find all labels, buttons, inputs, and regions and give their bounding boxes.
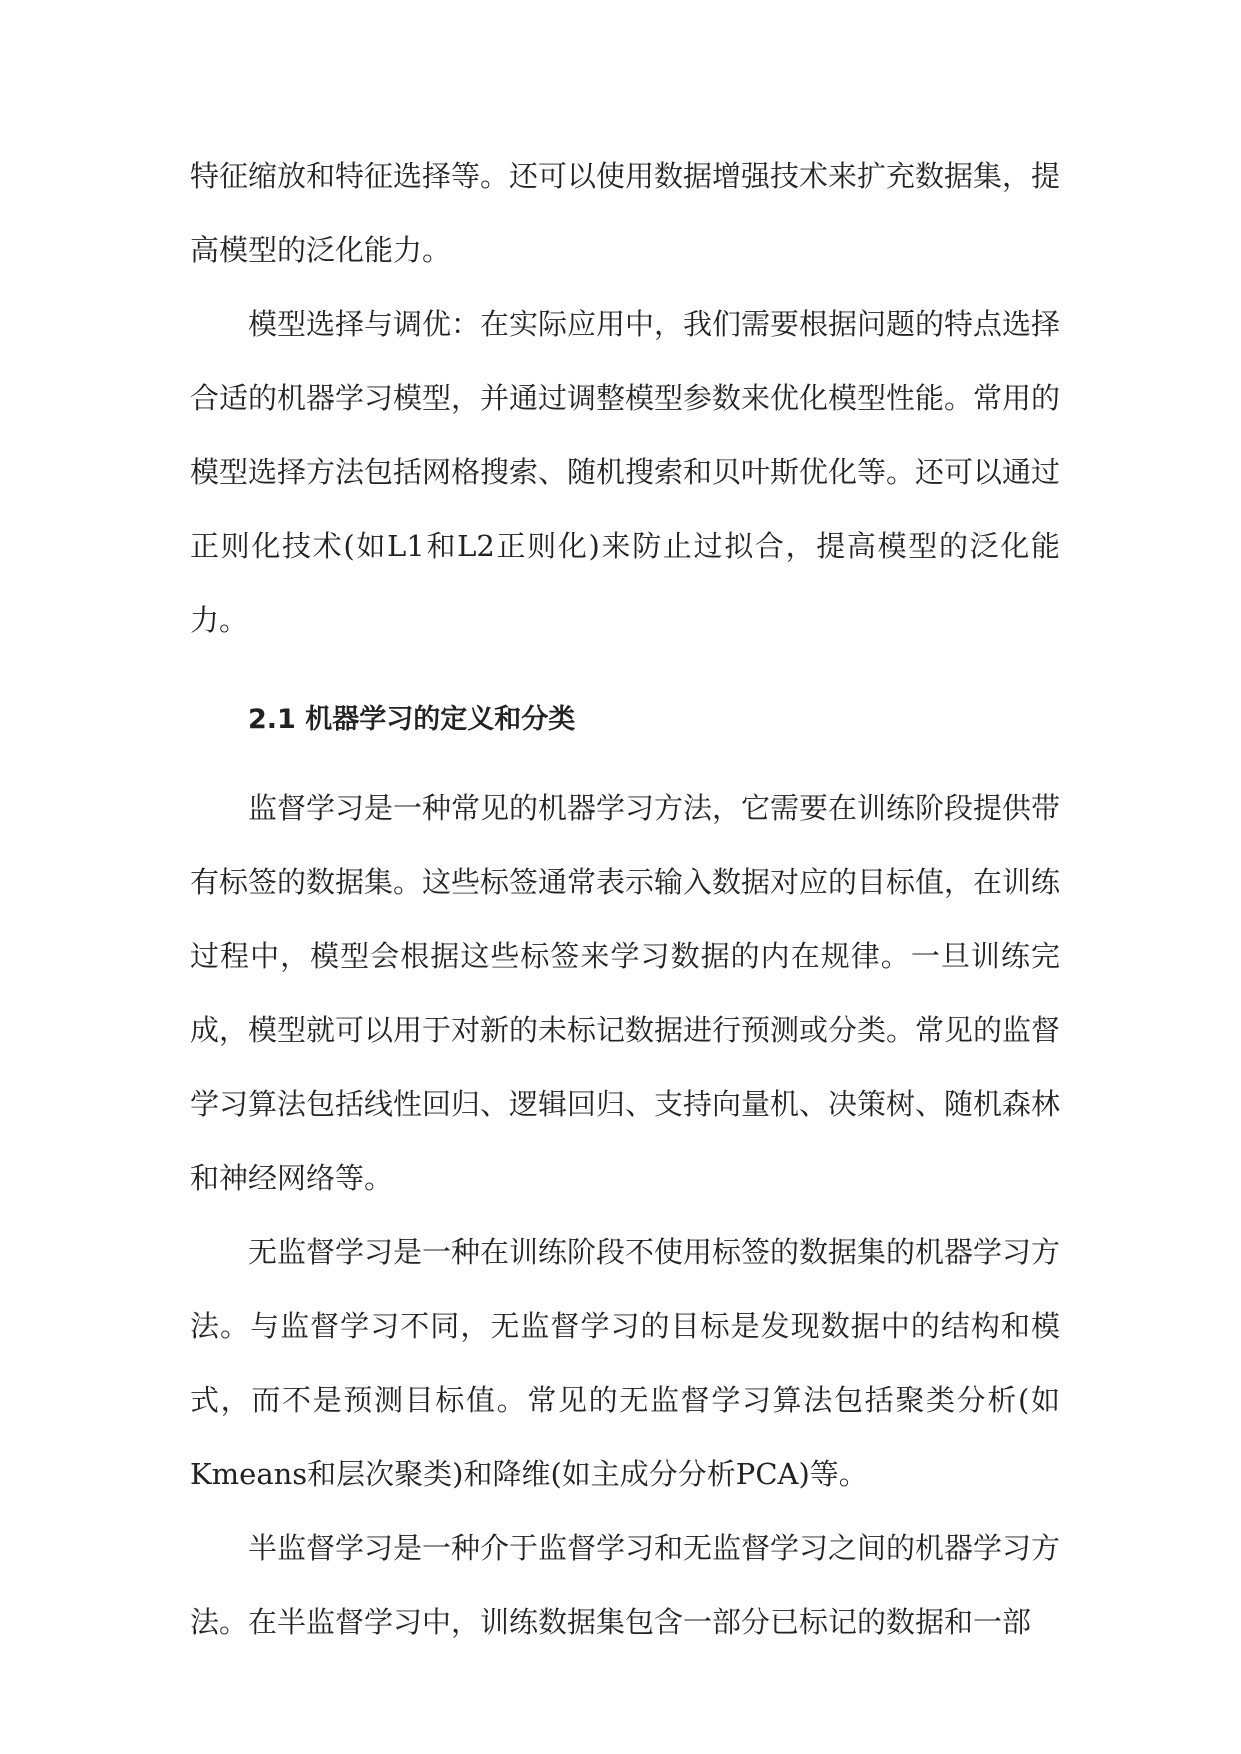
paragraph-semi-supervised-learning: 半监督学习是一种介于监督学习和无监督学习之间的机器学习方法。在半监督学习中，训练数据集包含一部分已标记的数据和一部 [190, 1531, 1061, 1639]
paragraph-model-selection: 模型选择与调优：在实际应用中，我们需要根据问题的特点选择合适的机器学习模型，并通过调整模型参数来优化模型性能。常用的模型选择方法包括网格搜索、随机搜索和贝叶斯优化等。还可以通过正则化技术(如L1和L2正则化)来防止过拟合，提高模型的泛化能力。 [190, 307, 1061, 637]
paragraph-unsupervised-learning: 无监督学习是一种在训练阶段不使用标签的数据集的机器学习方法。与监督学习不同，无监督学习的目标是发现数据中的结构和模式，而不是预测目标值。常见的无监督学习算法包括聚类分析(如Kmeans和层次聚类)和降维(如主成分分析PCA)等。 [190, 1235, 1061, 1491]
paragraph-feature-scaling: 特征缩放和特征选择等。还可以使用数据增强技术来扩充数据集，提高模型的泛化能力。 [190, 159, 1061, 267]
paragraph-supervised-learning: 监督学习是一种常见的机器学习方法，它需要在训练阶段提供带有标签的数据集。这些标签通常表示输入数据对应的目标值，在训练过程中，模型会根据这些标签来学习数据的内在规律。一旦训练完成，模型就可以用于对新的未标记数据进行预测或分类。常见的监督学习算法包括线性回归、逻辑回归、支持向量机、决策树、随机森林和神经网络等。 [190, 791, 1061, 1195]
section-heading: 2.1 机器学习的定义和分类 [248, 704, 576, 735]
document-body [190, 139, 1060, 1659]
